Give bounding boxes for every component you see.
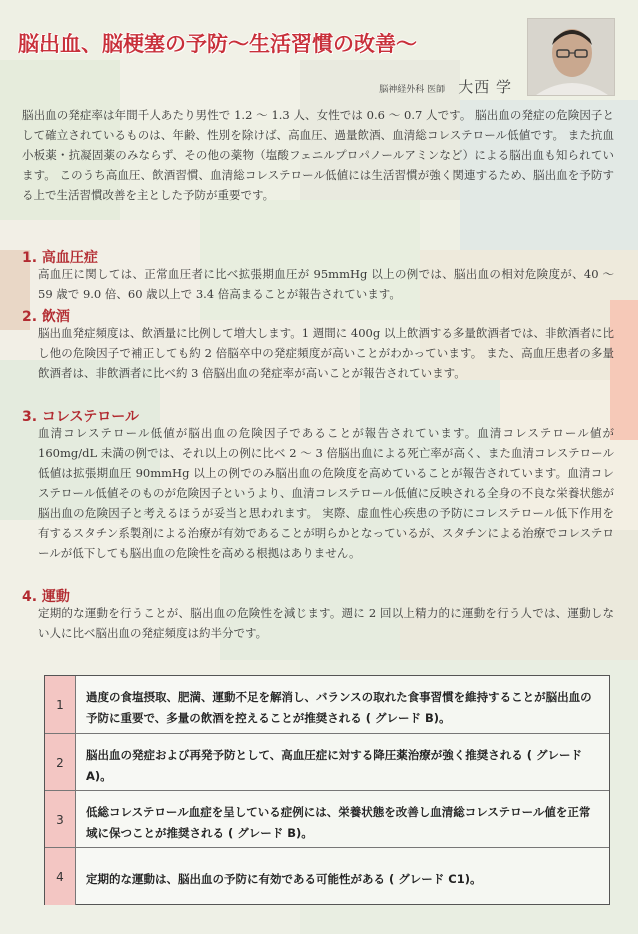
recommendation-text: 脳出血の発症および再発予防として、高血圧症に対する降圧薬治療が強く推奨される ( グレード A)。: [86, 747, 583, 783]
recommendation-number: 3: [45, 791, 76, 848]
section-heading-hypertension: 1. 高血圧症: [22, 250, 98, 266]
section-heading-alcohol: 2. 飲酒: [22, 309, 70, 325]
author-name: 大西 学: [458, 78, 512, 96]
recommendation-text: 過度の食塩摂取、肥満、運動不足を解消し、バランスの取れた食事習慣を維持することが脳出血の予防に重要で、多量の飲酒を控えることが推奨される ( グレード B)。: [86, 689, 592, 725]
recommendation-row: [45, 847, 609, 905]
page-title: 脳出血、脳梗塞の予防～生活習慣の改善～: [18, 31, 417, 57]
author-line: [360, 76, 512, 97]
recommendations-table: [44, 675, 610, 905]
section-body-exercise: 定期的な運動を行うことが、脳出血の危険性を減じます。週に 2 回以上精力的に運動を行う人では、運動しない人に比べ脳出血の発症頻度は約半分です。: [38, 606, 614, 640]
section-body-alcohol: 脳出血発症頻度は、飲酒量に比例して増大します。1 週間に 400g 以上飲酒する多量飲酒者では、非飲酒者に比し他の危険因子で補正しても約 2 倍脳卒中の発症頻度が高いことがわかっています。 また、高血圧患者の多量飲酒者は、非飲酒者に比べ約 3 倍脳出血の発症率が高いことが報告されています。: [38, 326, 614, 380]
section-body-cholesterol: 血清コレステロール低値が脳出血の危険因子であることが報告されています。血清コレステロール値が 160mg/dL 未満の例では、それ以上の例に比べ 2 ～ 3 倍脳出血による死亡率が高く、また血清コレステロール低値は拡張期血圧 90mmHg 以上の例でのみ脳出血の危険度を高めていることが報告されています。血清コレステロール低値そのものが危険因子というより、血清コレステロール低値に反映される全身の不良な栄養状態が脳出血の危険因子と考えるほうが妥当と思われます。 実際、虚血性心疾患の予防にコレステロール低下作用を有するスタチン系製剤による治療が有効であることが明らかとなっているが、スタチンによる治療でコレステロールが低下しても脳出血の危険性を高める根拠はありません。: [38, 426, 614, 560]
section-heading-exercise: 4. 運動: [22, 589, 70, 605]
recommendation-number: 4: [45, 848, 76, 905]
recommendation-number: 2: [45, 734, 76, 791]
intro-paragraph: 脳出血の発症率は年間千人あたり男性で 1.2 ～ 1.3 人、女性では 0.6 ～ 0.7 人です。 脳出血の発症の危険因子として確立されているものは、年齢、性別を除けば、高血圧、過量飲酒、血清総コレステロール低値です。 また抗血小板薬・抗凝固薬のみならず、その他の薬物（塩酸フェニルプロパノールアミンなど）による脳出血も知られています。 このうち高血圧、飲酒習慣、血清総コレステロール低値には生活習慣が強く関連するため、脳出血を予防する上で生活習慣改善を主とした予防が重要です。: [22, 108, 614, 202]
section-heading-cholesterol: 3. コレステロール: [22, 409, 139, 425]
recommendation-row: [45, 790, 609, 848]
recommendation-text: 定期的な運動は、脳出血の予防に有効である可能性がある ( グレード C1)。: [86, 872, 482, 886]
section-body-hypertension: 高血圧に関しては、正常血圧者に比べ拡張期血圧が 95mmHg 以上の例では、脳出血の相対危険度が、40 ～ 59 歳で 9.0 倍、60 歳以上で 3.4 倍高まることが報告されています。: [38, 267, 614, 301]
recommendation-row: [45, 676, 609, 733]
author-department: 脳神経外科 医師: [379, 85, 446, 95]
recommendation-number: 1: [45, 676, 76, 733]
recommendation-row: [45, 733, 609, 791]
author-photo: [527, 18, 615, 96]
recommendation-text: 低総コレステロール血症を呈している症例には、栄養状態を改善し血清総コレステロール値を正常域に保つことが推奨される ( グレード B)。: [86, 804, 591, 840]
